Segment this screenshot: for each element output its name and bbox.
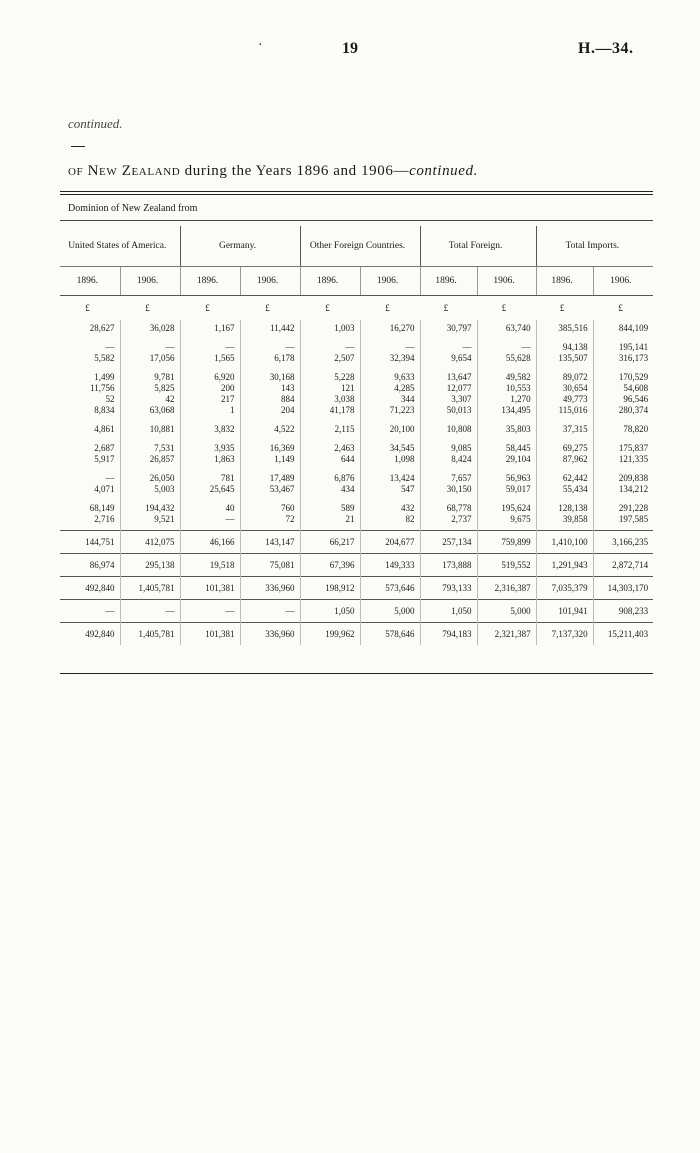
- total-cell: 759,899: [477, 531, 536, 554]
- data-cell: — 5,582: [94, 342, 115, 363]
- total-cell: 336,960: [240, 577, 300, 600]
- data-cell: 16,270: [360, 320, 420, 339]
- title-of: of: [68, 163, 84, 179]
- year-header: 1896.: [180, 267, 240, 296]
- data-cell: 385,516: [536, 320, 593, 339]
- currency-symbol: £: [385, 303, 390, 313]
- document-code: H.—34.: [578, 40, 634, 57]
- data-cell: 58,445 29,104: [477, 440, 536, 470]
- data-block-row: [60, 500, 653, 531]
- table-title: [68, 163, 478, 180]
- total-cell: —: [60, 600, 120, 623]
- currency-symbol: £: [265, 303, 270, 313]
- data-cell: 9,633 4,285 344 71,223: [360, 369, 420, 421]
- currency-symbol: £: [85, 303, 90, 313]
- data-cell: — 32,394: [360, 339, 420, 369]
- data-cell: 69,275 87,962: [536, 440, 593, 470]
- data-cell: — 55,628: [477, 339, 536, 369]
- subheading-rule: [60, 220, 653, 221]
- title-rule-thick: [60, 191, 653, 192]
- total-row: [60, 554, 653, 577]
- total-cell: 1,405,781: [120, 577, 180, 600]
- currency-symbol: £: [145, 303, 150, 313]
- data-cell: 195,624 9,675: [477, 500, 536, 531]
- data-cell: 1,003: [300, 320, 360, 339]
- group-header-row: [60, 226, 653, 267]
- total-cell: 2,321,387: [477, 623, 536, 646]
- currency-symbol: £: [205, 303, 210, 313]
- data-block-row: [60, 369, 653, 421]
- total-cell: 101,381: [180, 623, 240, 646]
- currency-symbol: £: [443, 303, 449, 313]
- data-cell: 11,442: [240, 320, 300, 339]
- total-cell: 492,840: [60, 623, 120, 646]
- total-cell: 7,035,379: [536, 577, 593, 600]
- data-cell: — 17,056: [120, 339, 180, 369]
- data-cell: 35,803: [477, 421, 536, 440]
- imports-table: [60, 226, 653, 645]
- data-cell: 209,838 134,212: [593, 470, 653, 500]
- data-cell: 4,861: [94, 424, 115, 434]
- data-cell: 760 72: [240, 500, 300, 531]
- data-cell: — 2,507: [300, 339, 360, 369]
- total-cell: 2,316,387: [477, 577, 536, 600]
- data-cell: 10,808: [420, 421, 477, 440]
- group-header: Total Foreign.: [420, 226, 536, 267]
- data-cell: 89,072 30,654 49,773 115,016: [536, 369, 593, 421]
- total-cell: 199,962: [300, 623, 360, 646]
- total-cell: 15,211,403: [593, 623, 653, 646]
- total-cell: 2,872,714: [593, 554, 653, 577]
- data-cell: 6,876 434: [300, 470, 360, 500]
- title-rule-thin: [60, 194, 653, 195]
- total-cell: 7,137,320: [536, 623, 593, 646]
- year-header: 1896.: [300, 267, 360, 296]
- data-cell: 6,920 200 217 1: [180, 369, 240, 421]
- data-cell: 2,115: [300, 421, 360, 440]
- data-cell: 9,781 5,825 42 63,068: [120, 369, 180, 421]
- data-cell: 4,522: [240, 421, 300, 440]
- total-cell: 75,081: [240, 554, 300, 577]
- year-header: 1906.: [240, 267, 300, 296]
- continued-label: continued.: [68, 116, 123, 131]
- data-cell: — 9,654: [420, 339, 477, 369]
- total-cell: 101,941: [536, 600, 593, 623]
- total-cell: 19,518: [180, 554, 240, 577]
- data-cell: 432 82: [360, 500, 420, 531]
- data-cell: 170,529 54,608 96,546 280,374: [593, 369, 653, 421]
- data-cell: 13,424 547: [360, 470, 420, 500]
- total-cell: 198,912: [300, 577, 360, 600]
- year-header: 1906.: [360, 267, 420, 296]
- total-cell: —: [120, 600, 180, 623]
- data-cell: 291,228 197,585: [593, 500, 653, 531]
- total-cell: 144,751: [60, 531, 120, 554]
- data-cell: 1,499 11,756 52 8,834: [90, 372, 115, 415]
- data-cell: 16,369 1,149: [240, 440, 300, 470]
- total-cell: 1,050: [420, 600, 477, 623]
- year-header: 1906.: [477, 267, 536, 296]
- year-header: 1896.: [420, 267, 477, 296]
- page-dot: ·: [258, 38, 263, 53]
- total-cell: 519,552: [477, 554, 536, 577]
- total-row: [60, 623, 653, 646]
- total-cell: —: [240, 600, 300, 623]
- total-cell: 204,677: [360, 531, 420, 554]
- title-new-zealand: New Zealand: [87, 163, 181, 179]
- data-cell: 94,138 135,507: [536, 339, 593, 369]
- data-cell: 20,100: [360, 421, 420, 440]
- total-cell: 66,217: [300, 531, 360, 554]
- data-cell: 30,168 143 884 204: [240, 369, 300, 421]
- data-cell: 194,432 9,521: [120, 500, 180, 531]
- data-cell: 128,138 39,858: [536, 500, 593, 531]
- total-cell: 143,147: [240, 531, 300, 554]
- year-header: 1896.: [60, 267, 120, 296]
- data-block-row: [60, 339, 653, 369]
- data-cell: 36,028: [120, 320, 180, 339]
- group-header: Other Foreign Countries.: [300, 226, 420, 267]
- group-header: United States of America.: [60, 226, 180, 267]
- data-block-row: [60, 421, 653, 440]
- total-cell: 1,050: [300, 600, 360, 623]
- currency-row: [60, 296, 653, 321]
- data-block-row: [60, 470, 653, 500]
- data-cell: 68,149 2,716: [89, 503, 115, 524]
- currency-symbol: £: [325, 303, 330, 313]
- year-header-row: [60, 267, 653, 296]
- data-cell: 589 21: [300, 500, 360, 531]
- total-cell: 336,960: [240, 623, 300, 646]
- table-subheading: Dominion of New Zealand from: [68, 203, 198, 214]
- total-cell: 101,381: [180, 577, 240, 600]
- total-row: [60, 531, 653, 554]
- currency-symbol: £: [618, 303, 623, 313]
- data-cell: 68,778 2,737: [420, 500, 477, 531]
- total-cell: 257,134: [420, 531, 477, 554]
- total-cell: 149,333: [360, 554, 420, 577]
- total-cell: 492,840: [60, 577, 120, 600]
- data-cell: 62,442 55,434: [536, 470, 593, 500]
- data-cell: 40 —: [180, 500, 240, 531]
- data-cell: 195,141 316,173: [593, 339, 653, 369]
- total-cell: 794,183: [420, 623, 477, 646]
- data-cell: 56,963 59,017: [477, 470, 536, 500]
- total-cell: 578,646: [360, 623, 420, 646]
- data-cell: 9,085 8,424: [420, 440, 477, 470]
- title-years: during the Years 1896 and 1906—: [184, 163, 410, 179]
- group-header: Germany.: [180, 226, 300, 267]
- page-number: 19: [342, 40, 358, 57]
- total-cell: 173,888: [420, 554, 477, 577]
- total-cell: 46,166: [180, 531, 240, 554]
- data-cell: 28,627: [89, 323, 115, 333]
- total-cell: —: [180, 600, 240, 623]
- data-cell: 49,582 10,553 1,270 134,495: [477, 369, 536, 421]
- data-cell: 26,050 5,003: [120, 470, 180, 500]
- data-cell: 10,881: [120, 421, 180, 440]
- total-row: [60, 577, 653, 600]
- data-cell: 30,797: [420, 320, 477, 339]
- total-cell: 412,075: [120, 531, 180, 554]
- total-row: [60, 600, 653, 623]
- data-cell: 17,489 53,467: [240, 470, 300, 500]
- data-cell: — 1,565: [180, 339, 240, 369]
- data-cell: 781 25,645: [180, 470, 240, 500]
- data-cell: 175,837 121,335: [593, 440, 653, 470]
- table-bottom-rule: [60, 673, 653, 674]
- data-cell: 7,531 26,857: [120, 440, 180, 470]
- total-cell: 5,000: [360, 600, 420, 623]
- currency-symbol: £: [501, 303, 507, 313]
- total-cell: 908,233: [593, 600, 653, 623]
- total-cell: 14,303,170: [593, 577, 653, 600]
- total-cell: 86,974: [60, 554, 120, 577]
- data-cell: 78,820: [593, 421, 653, 440]
- data-cell: 34,545 1,098: [360, 440, 420, 470]
- data-cell: 7,657 30,150: [420, 470, 477, 500]
- total-cell: 3,166,235: [593, 531, 653, 554]
- data-cell: 844,109: [593, 320, 653, 339]
- year-header: 1896.: [536, 267, 593, 296]
- year-header: 1906.: [593, 267, 653, 296]
- data-cell: 63,740: [477, 320, 536, 339]
- data-cell: 1,167: [180, 320, 240, 339]
- data-cell: 2,687 5,917: [94, 443, 115, 464]
- total-cell: 67,396: [300, 554, 360, 577]
- currency-symbol: £: [559, 303, 565, 313]
- data-block-row: [60, 440, 653, 470]
- total-cell: 793,133: [420, 577, 477, 600]
- data-cell: 13,647 12,077 3,307 50,013: [420, 369, 477, 421]
- year-header: 1906.: [120, 267, 180, 296]
- total-cell: 1,291,943: [536, 554, 593, 577]
- total-cell: 5,000: [477, 600, 536, 623]
- total-cell: 573,646: [360, 577, 420, 600]
- short-rule: [71, 146, 85, 147]
- data-cell: 3,832: [180, 421, 240, 440]
- data-cell: 5,228 121 3,038 41,178: [300, 369, 360, 421]
- data-block-row: [60, 320, 653, 339]
- title-continued: continued.: [409, 163, 478, 179]
- data-cell: 3,935 1,863: [180, 440, 240, 470]
- total-cell: 295,138: [120, 554, 180, 577]
- data-cell: 2,463 644: [300, 440, 360, 470]
- data-cell: — 6,178: [240, 339, 300, 369]
- data-cell: 37,315: [536, 421, 593, 440]
- total-cell: 1,405,781: [120, 623, 180, 646]
- total-cell: 1,410,100: [536, 531, 593, 554]
- data-cell: — 4,071: [94, 473, 115, 494]
- group-header: Total Imports.: [536, 226, 653, 267]
